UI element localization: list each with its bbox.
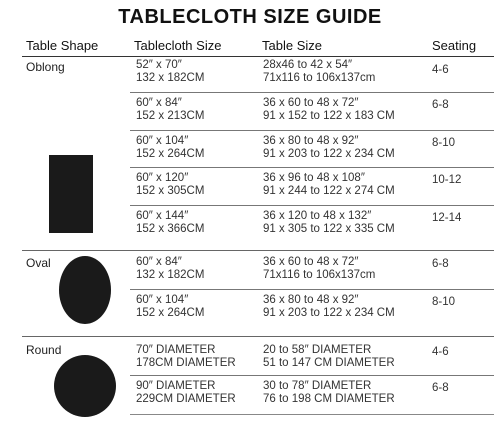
table-size-cm: 71x116 to 106x137cm (263, 269, 376, 281)
seating-value: 4-6 (432, 64, 449, 76)
cloth-size-inches: 60″ x 104″ (136, 135, 189, 147)
cloth-size-inches: 60″ x 144″ (136, 210, 189, 222)
cloth-size-cm: 229CM DIAMETER (136, 393, 236, 405)
cloth-size-inches: 60″ x 120″ (136, 172, 189, 184)
seating-value: 6-8 (432, 258, 449, 270)
table-size-inches: 36 x 60 to 48 x 72″ (263, 256, 359, 268)
row-divider (130, 414, 494, 415)
cloth-size-inches: 90″ DIAMETER (136, 380, 216, 392)
table-size-inches: 36 x 60 to 48 x 72″ (263, 97, 359, 109)
seating-value: 8-10 (432, 296, 456, 308)
cloth-size-cm: 152 x 264CM (136, 307, 205, 319)
cloth-size-cm: 132 x 182CM (136, 72, 205, 84)
shape-label-round: Round (26, 343, 62, 357)
cloth-size-cm: 152 x 264CM (136, 148, 205, 160)
table-size-cm: 91 x 305 to 122 x 335 CM (263, 223, 395, 235)
table-size-inches: 36 x 96 to 48 x 108″ (263, 172, 365, 184)
shape-label-oval: Oval (26, 256, 51, 270)
table-size-inches: 36 x 80 to 48 x 92″ (263, 135, 359, 147)
table-size-inches: 30 to 78″ DIAMETER (263, 380, 372, 392)
row-divider (130, 205, 494, 206)
page-title: TABLECLOTH SIZE GUIDE (118, 6, 382, 28)
seating-value: 12-14 (432, 212, 462, 224)
seating-value: 8-10 (432, 137, 456, 149)
seating-value: 6-8 (432, 99, 449, 111)
header-seating: Seating (432, 38, 477, 53)
seating-value: 4-6 (432, 346, 449, 358)
cloth-size-cm: 178CM DIAMETER (136, 357, 236, 369)
cloth-size-inches: 60″ x 84″ (136, 97, 182, 109)
header-table-size: Table Size (262, 38, 322, 53)
table-size-cm: 71x116 to 106x137cm (263, 72, 376, 84)
table-size-cm: 91 x 152 to 122 x 183 CM (263, 110, 395, 122)
cloth-size-inches: 70″ DIAMETER (136, 344, 216, 356)
seating-value: 6-8 (432, 382, 449, 394)
table-size-inches: 36 x 80 to 48 x 92″ (263, 294, 359, 306)
header-divider (22, 56, 494, 57)
table-size-cm: 91 x 244 to 122 x 274 CM (263, 185, 395, 197)
header-table-shape: Table Shape (26, 38, 99, 53)
table-size-inches: 28x46 to 42 x 54″ (263, 59, 353, 71)
table-size-cm: 51 to 147 CM DIAMETER (263, 357, 395, 369)
table-size-inches: 20 to 58″ DIAMETER (263, 344, 372, 356)
cloth-size-inches: 60″ x 104″ (136, 294, 189, 306)
table-size-cm: 76 to 198 CM DIAMETER (263, 393, 395, 405)
group-divider (22, 336, 494, 337)
cloth-size-inches: 52″ x 70″ (136, 59, 182, 71)
group-divider (22, 250, 494, 251)
oval-shape-icon (59, 256, 111, 324)
row-divider (130, 130, 494, 131)
table-size-cm: 91 x 203 to 122 x 234 CM (263, 307, 395, 319)
table-size-inches: 36 x 120 to 48 x 132″ (263, 210, 372, 222)
row-divider (130, 92, 494, 93)
oblong-shape-icon (49, 155, 93, 233)
cloth-size-cm: 152 x 366CM (136, 223, 205, 235)
header-tablecloth-size: Tablecloth Size (134, 38, 222, 53)
row-divider (130, 375, 494, 376)
seating-value: 10-12 (432, 174, 462, 186)
round-shape-icon (54, 355, 116, 417)
cloth-size-cm: 132 x 182CM (136, 269, 205, 281)
row-divider (130, 167, 494, 168)
row-divider (130, 289, 494, 290)
table-size-cm: 91 x 203 to 122 x 234 CM (263, 148, 395, 160)
cloth-size-inches: 60″ x 84″ (136, 256, 182, 268)
cloth-size-cm: 152 x 213CM (136, 110, 205, 122)
shape-label-oblong: Oblong (26, 60, 65, 74)
cloth-size-cm: 152 x 305CM (136, 185, 205, 197)
